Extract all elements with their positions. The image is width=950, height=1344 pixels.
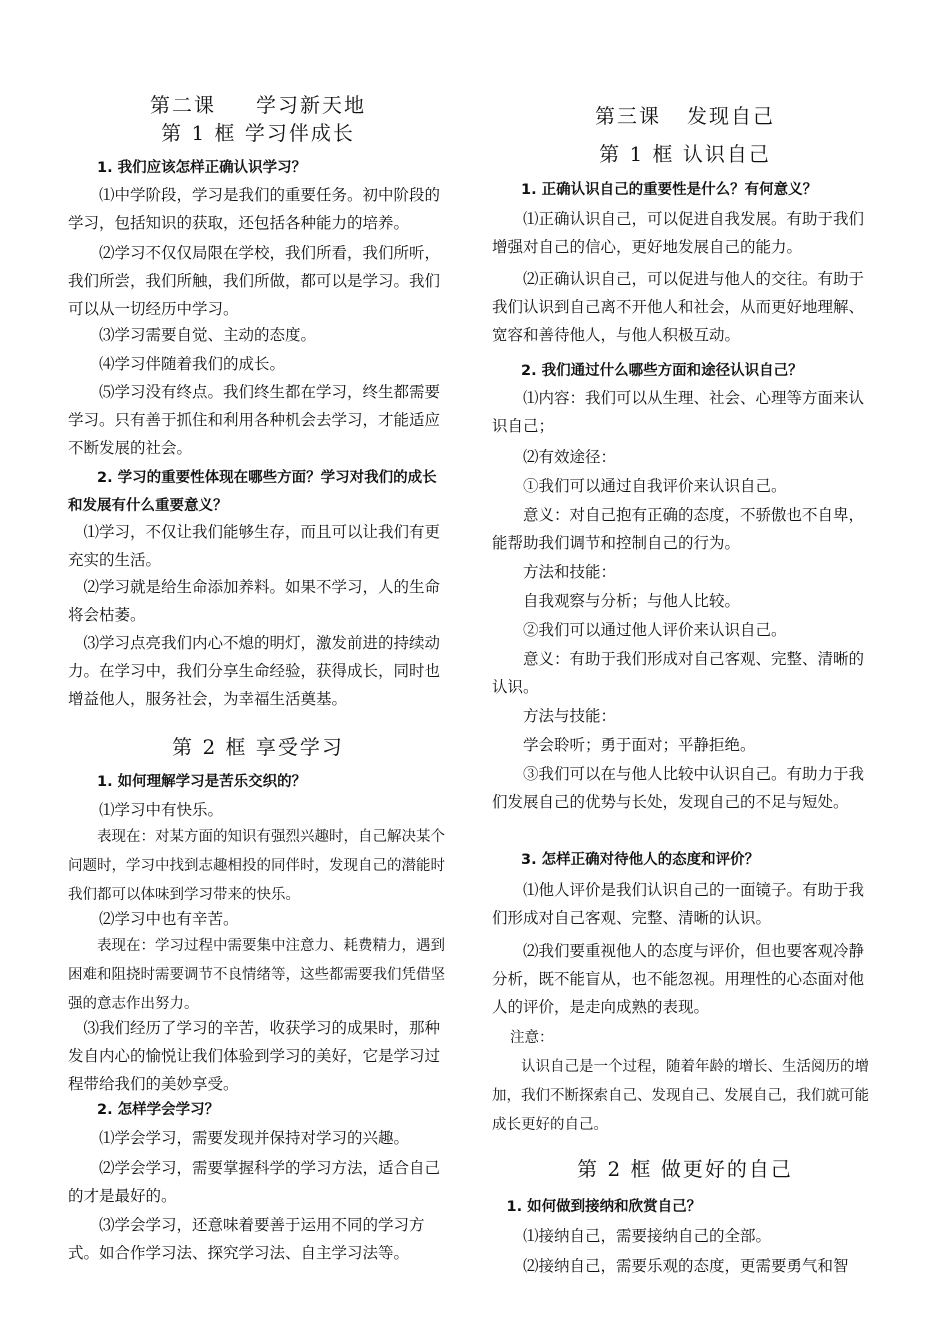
paragraph: ⑶学会学习，还意味着要善于运用不同的学习方式。如合作学习法、探究学习法、自主学习法等。 [68, 1216, 425, 1262]
lesson-number: 第二课 [150, 93, 216, 117]
paragraph: ⑴学习中有快乐。 [99, 801, 224, 819]
question-heading: 1. 我们应该怎样正确认识学习？ [97, 160, 307, 176]
paragraph: 意义：对自己抱有正确的态度，不骄傲也不自卑，能帮助我们调节和控制自己的行为。 [492, 506, 865, 552]
paragraph: ⑴接纳自己，需要接纳自己的全部。 [523, 1227, 772, 1245]
note-text: 认识自己是一个过程，随着年龄的增长、生活阅历的增加，我们不断探索自己、发现自己、发展自己，我们就可能成长更好的自己。 [492, 1059, 869, 1133]
paragraph: ⑶学习点亮我们内心不熄的明灯，激发前进的持续动力。在学习中，我们分享生命经验，获得成长，同时也增益他人，服务社会，为幸福生活奠基。 [68, 634, 441, 708]
paragraph: ⑵正确认识自己，可以促进与他人的交往。有助于我们认识到自己离不开他人和社会，从而更好地理解、宽容和善待他人，与他人积极互动。 [492, 270, 865, 344]
paragraph: 自我观察与分析；与他人比较。 [523, 592, 741, 610]
question-heading: 2. 学习的重要性体现在哪些方面？学习对我们的成长和发展有什么重要意义？ [68, 470, 437, 514]
paragraph: ⑵学习中也有辛苦。 [99, 910, 239, 928]
paragraph: ⑵学习不仅仅局限在学校，我们所看，我们所听，我们所尝，我们所触，我们所做，都可以是学习。我们可以从一切经历中学习。 [68, 244, 441, 318]
lesson-name: 学习新天地 [256, 93, 366, 117]
paragraph: ②我们可以通过他人评价来认识自己。 [523, 621, 787, 639]
question-heading: 1. 如何做到接纳和欣赏自己？ [506, 1199, 702, 1215]
lesson-number: 第三课 [595, 104, 661, 128]
question-heading: 1. 正确认识自己的重要性是什么？有何意义？ [521, 182, 818, 198]
section-title: 第 2 框 做更好的自己 [577, 1157, 793, 1181]
question-heading: 2. 怎样学会学习？ [97, 1102, 220, 1118]
paragraph: ⑴中学阶段，学习是我们的重要任务。初中阶段的学习，包括知识的获取，还包括各种能力的培养。 [68, 186, 441, 232]
paragraph: ⑴内容：我们可以从生理、社会、心理等方面来认识自己； [492, 389, 865, 435]
paragraph: ③我们可以在与他人比较中认识自己。有助力于我们发展自己的优势与长处，发现自己的不足与短处。 [492, 765, 865, 811]
paragraph: ⑶学习需要自觉、主动的态度。 [99, 326, 317, 344]
paragraph: ⑴学会学习，需要发现并保持对学习的兴趣。 [99, 1129, 410, 1147]
paragraph: ⑵有效途径： [523, 448, 617, 466]
section-title: 第 1 框 认识自己 [599, 142, 771, 166]
section-title: 第 1 框 学习伴成长 [161, 121, 355, 145]
paragraph: ⑷学习伴随着我们的成长。 [99, 355, 286, 373]
paragraph: ⑸学习没有终点。我们终生都在学习，终生都需要学习。只有善于抓住和利用各种机会去学习，才能适应不断发展的社会。 [68, 383, 441, 457]
paragraph: 表现在：对某方面的知识有强烈兴趣时，自己解决某个问题时，学习中找到志趣相投的同伴时，发现自己的潜能时我们都可以体味到学习带来的快乐。 [68, 829, 445, 903]
section-title: 第 2 框 享受学习 [172, 735, 344, 759]
lesson-name: 发现自己 [687, 104, 775, 128]
paragraph: ⑴他人评价是我们认识自己的一面镜子。有助于我们形成对自己客观、完整、清晰的认识。 [492, 881, 865, 927]
paragraph: ⑴学习，不仅让我们能够生存，而且可以让我们有更充实的生活。 [68, 523, 441, 569]
note-label: 注意： [510, 1030, 554, 1046]
question-heading: 2. 我们通过什么哪些方面和途径认识自己？ [521, 363, 803, 379]
paragraph: 学会聆听；勇于面对；平静拒绝。 [523, 736, 756, 754]
paragraph: ①我们可以通过自我评价来认识自己。 [523, 477, 787, 495]
question-heading: 3. 怎样正确对待他人的态度和评价？ [521, 852, 760, 868]
paragraph: 表现在：学习过程中需要集中注意力、耗费精力，遇到困难和阻挠时需要调节不良情绪等，这些都需要我们凭借坚强的意志作出努力。 [68, 938, 445, 1012]
paragraph: 方法和技能： [523, 563, 617, 581]
paragraph: ⑵学习就是给生命添加养料。如果不学习，人的生命将会枯萎。 [68, 578, 441, 624]
paragraph: ⑵学会学习，需要掌握科学的学习方法，适合自己的才是最好的。 [68, 1159, 441, 1205]
paragraph: ⑴正确认识自己，可以促进自我发展。有助于我们增强对自己的信心，更好地发展自己的能力。 [492, 210, 865, 256]
lesson-title [492, 101, 878, 131]
question-heading: 1. 如何理解学习是苦乐交织的？ [97, 774, 307, 790]
paragraph: 意义：有助于我们形成对自己客观、完整、清晰的认识。 [492, 650, 865, 696]
paragraph: ⑶我们经历了学习的辛苦，收获学习的成果时，那种发自内心的愉悦让我们体验到学习的美好，它是学习过程带给我们的美妙享受。 [68, 1019, 441, 1093]
paragraph: ⑵接纳自己，需要乐观的态度，更需要勇气和智 [523, 1257, 849, 1275]
paragraph: 方法与技能： [523, 707, 617, 725]
lesson-title [68, 90, 448, 120]
paragraph: ⑵我们要重视他人的态度与评价，但也要客观冷静分析，既不能盲从，也不能忽视。用理性的心态面对他人的评价，是走向成熟的表现。 [492, 942, 865, 1016]
